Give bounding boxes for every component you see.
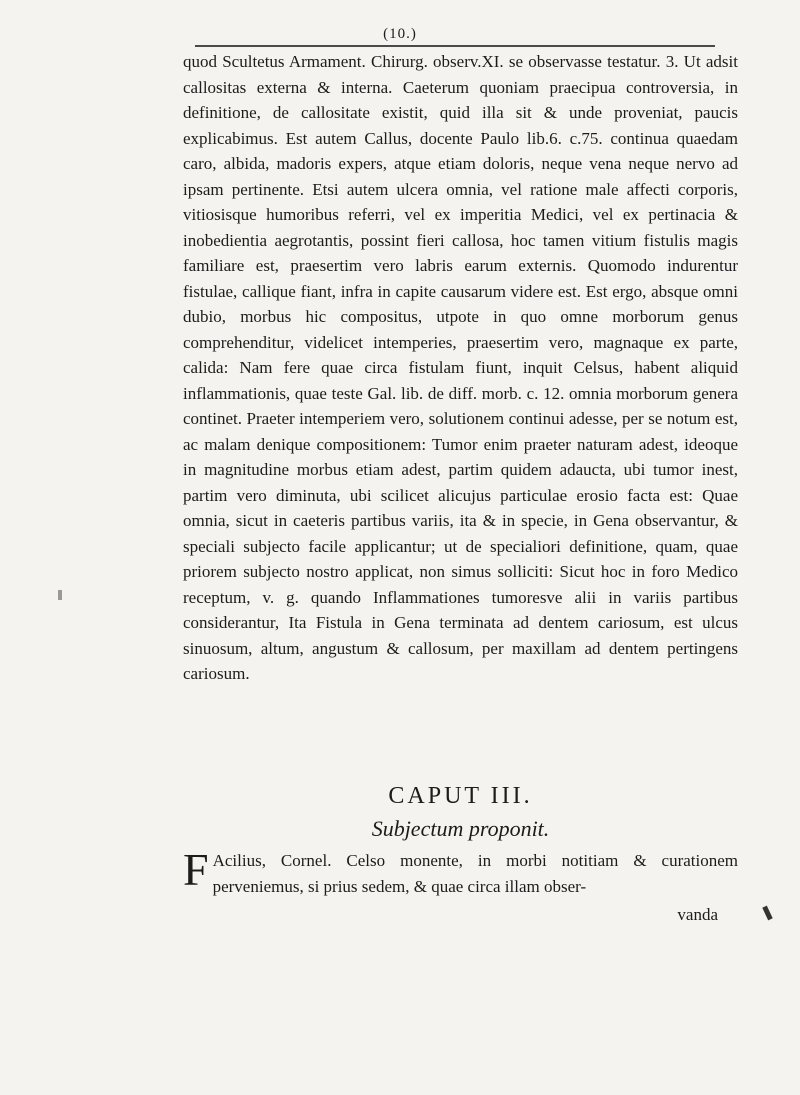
margin-mark [58, 590, 62, 600]
header-rule [195, 45, 715, 47]
chapter-number: CAPUT III. [388, 783, 533, 809]
main-body-text [183, 49, 738, 687]
paragraph-2-text: Acilius, Cornel. Celso monente, in morbi notitiam & curationem perveniemus, si prius sedem, & quae circa illam obser- [212, 851, 738, 896]
paragraph-2 [183, 844, 738, 899]
paragraph-1: quod Scultetus Armament. Chirurg. observ.XI. se observasse testatur. 3. Ut adsit callositas externa & interna. Caeterum quoniam praecipua controversia, in definitione, de callositate existit, quid illa sit & unde proveniat, paucis explicabimus. Est autem Callus, docente Paulo lib.6. c.75. continua quaedam caro, albida, madoris expers, atque etiam doloris, neque vena neque nervo ad ipsam pertinente. Etsi autem ulcera omnia, vel ratione male affecti corporis, vitiosisque humoribus referri, vel ex imperitia Medici, vel ex pertinacia & inobedientia aegrotantis, possint fieri callosa, hoc tamen vitium fistulis magis familiare est, praesertim vero labris earum externis. Quomodo indurentur fistulae, callique fiant, infra in capite causarum videre est. Est ergo, absque omni dubio, morbus hic compositus, utpote in quo omne morborum genus comprehenditur, videlicet intemperies, praesertim vero, magnaque ex parte, calida: Nam fere quae circa fistulam fiunt, inquit Celsus, habent aliquid inflammationis, quae teste Gal. lib. de diff. morb. c. 12. omnia morborum genera continet. Praeter intemperiem vero, solutionem continui adesse, per se notum est, ac malam denique compositionem: Tumor enim praeter naturam adest, ideoque in magnitudine morbus etiam adest, partim quidem adaucta, ubi tumor inest, partim vero diminuta, ubi scilicet alicujus particulae erosio facta est: Quae omnia, sicut in caeteris partibus variis, ita & in specie, in Gena observantur, & speciali subjecto facile applicantur; ut de specialiori definitione, quam, quae priorem subjecto nostro applicat, non simus solliciti: Sicut hoc in foro Medico receptum, v. g. quando Inflammationes tumoresve alii in variis partibus considerantur, Ita Fistula in Gena terminata ad dentem cariosum, est ulcus sinuosum, altum, angustum & callosum, per maxillam ad dentem pertingens cariosum. [183, 52, 738, 683]
chapter-subtitle: Subjectum proponit. [371, 816, 550, 841]
ink-mark [762, 906, 772, 921]
drop-cap: F [183, 844, 209, 895]
chapter-heading [183, 780, 738, 846]
running-head: (10.) [383, 26, 417, 42]
catchword: vanda [677, 905, 718, 924]
